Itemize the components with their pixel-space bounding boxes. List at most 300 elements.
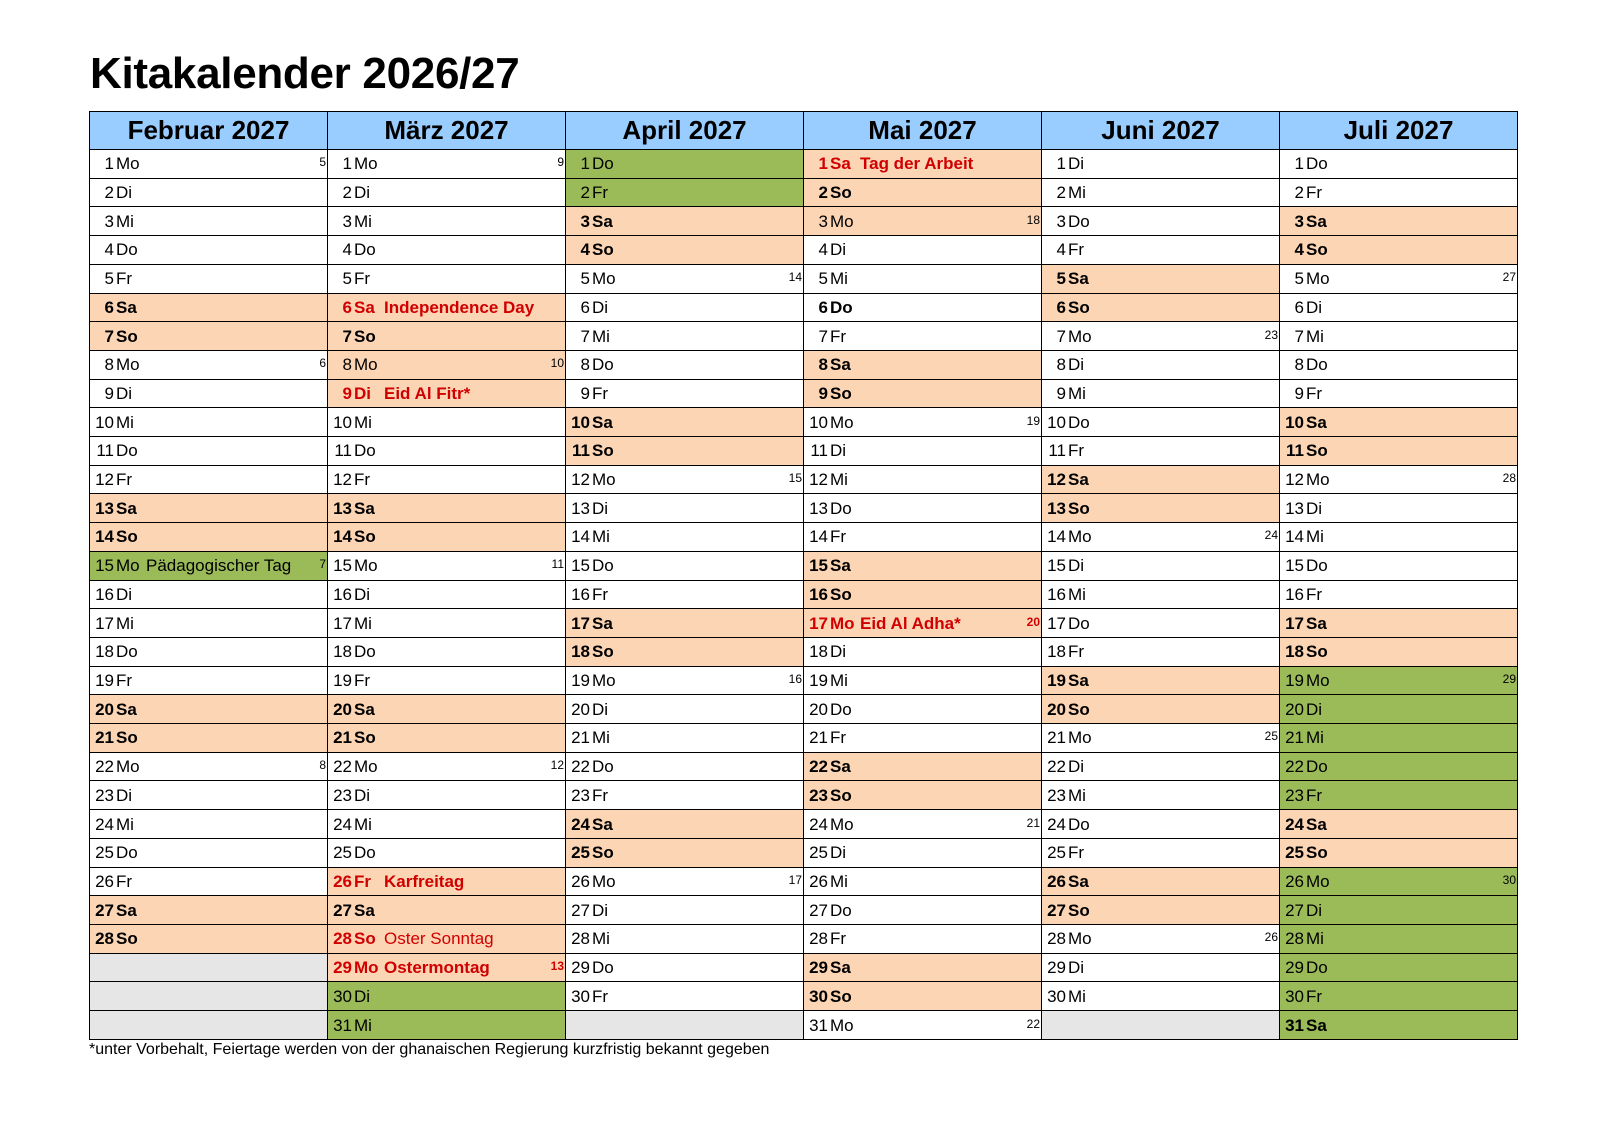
day-entry [1280,696,1517,723]
weekday-label: Mo [1306,269,1330,289]
table-row [90,322,1518,351]
day-entry [1280,495,1517,522]
table-row [90,637,1518,666]
weekday-label: So [830,584,852,604]
day-entry [1042,150,1279,177]
day-entry [1042,610,1279,637]
day-entry [328,466,565,493]
month-header-row [90,112,1518,150]
day-entry [90,409,327,436]
day-number: 3 [580,211,590,231]
day-number: 29 [1285,958,1304,978]
weekday-label: Fr [1306,183,1323,203]
day-number: 15 [1047,556,1066,576]
day-number: 6 [818,297,828,317]
day-cell [328,924,566,953]
day-entry [1042,236,1279,263]
weekday-label: Di [1306,297,1323,317]
weekday-label: Di [1068,154,1085,174]
day-note: Eid Al Fitr* [384,383,471,403]
day-entry [804,868,1041,895]
weekday-label: Mo [1306,470,1330,490]
table-row [90,551,1518,580]
weekday-label: Mi [592,929,610,949]
day-number: 21 [571,728,590,748]
day-number: 12 [95,470,114,490]
day-cell [328,408,566,437]
day-number: 1 [580,154,590,174]
weekday-label: Fr [592,183,609,203]
day-entry [1042,208,1279,235]
day-cell [804,494,1042,523]
day-cell [1280,695,1518,724]
weekday-label: Do [592,757,614,777]
weekday-label: Mi [592,326,610,346]
day-number: 9 [1294,383,1304,403]
day-cell [566,637,804,666]
day-cell [328,781,566,810]
day-number: 9 [580,383,590,403]
table-row [90,293,1518,322]
weekday-label: Do [830,699,852,719]
weekday-label: Fr [1068,843,1085,863]
weekday-label: So [354,527,376,547]
weekday-label: Mo [830,814,854,834]
day-note: Eid Al Adha* [860,613,961,633]
weekday-label: Do [116,441,138,461]
day-cell [1042,150,1280,179]
day-number: 21 [1047,728,1066,748]
calendar-body [90,150,1518,1040]
day-number: 25 [809,843,828,863]
weekday-label: Sa [1306,412,1327,432]
day-number: 16 [1285,584,1304,604]
day-entry [328,437,565,464]
weekday-label: Di [592,900,609,920]
day-entry [328,983,565,1010]
weekday-label: So [1306,441,1328,461]
day-cell [1042,264,1280,293]
day-number: 9 [342,383,352,403]
weekday-label: Fr [592,986,609,1006]
table-row [90,465,1518,494]
weekday-label: So [830,183,852,203]
weekday-label: Mo [830,211,854,231]
month-header: Mai 2027 [804,112,1042,150]
weekday-label: Sa [830,355,851,375]
weekday-label: Do [1068,412,1090,432]
day-cell [1280,408,1518,437]
day-entry [804,782,1041,809]
day-number: 25 [333,843,352,863]
day-entry [328,839,565,866]
day-entry [328,610,565,637]
weekday-label: Fr [830,728,847,748]
day-number: 4 [818,240,828,260]
day-cell [90,551,328,580]
day-cell [328,150,566,179]
day-cell [566,465,804,494]
weekday-label: Mo [354,556,378,576]
weekday-label: Do [1306,154,1328,174]
day-number: 20 [333,699,352,719]
day-number: 6 [1056,297,1066,317]
day-entry [328,150,565,177]
day-number: 28 [1047,929,1066,949]
day-entry [90,897,327,924]
weekday-label: Mi [354,412,372,432]
weekday-label: So [116,326,138,346]
weekday-label: Mi [116,211,134,231]
day-entry [566,523,803,550]
day-cell [566,551,804,580]
weekday-label: Do [354,642,376,662]
day-entry [804,179,1041,206]
weekday-label: Do [830,498,852,518]
weekday-label: So [354,929,376,949]
weekday-label: Fr [116,671,133,690]
day-entry [804,667,1041,694]
day-entry [566,380,803,407]
day-number: 16 [1047,584,1066,604]
week-number: 29 [1502,672,1516,686]
weekday-label: Sa [830,154,851,174]
week-number: 17 [788,872,802,887]
weekday-label: Fr [830,929,847,949]
day-cell [1280,896,1518,925]
day-number: 11 [334,441,352,461]
day-entry [90,323,327,350]
day-cell [1042,322,1280,351]
day-cell [1280,724,1518,753]
day-number: 20 [571,699,590,719]
weekday-label: Sa [354,498,375,518]
day-entry [566,610,803,637]
day-entry [1042,466,1279,493]
weekday-label: Sa [830,757,851,777]
weekday-label: Mo [830,613,855,633]
weekday-label: Di [116,183,133,203]
day-number: 29 [1047,958,1066,978]
day-number: 3 [342,211,352,231]
day-number: 1 [1294,154,1304,174]
day-cell [328,350,566,379]
day-entry [1280,437,1517,464]
day-cell [90,264,328,293]
day-number: 22 [333,757,352,777]
weekday-label: Sa [830,556,851,576]
day-cell [804,752,1042,781]
weekday-label: So [1306,843,1328,863]
weekday-label: Do [354,441,376,461]
day-number: 29 [571,958,590,978]
day-entry [1280,897,1517,924]
weekday-label: Do [830,900,852,920]
day-entry [328,208,565,235]
day-cell [1280,551,1518,580]
week-number: 5 [319,155,326,170]
day-cell [90,752,328,781]
day-number: 27 [95,900,114,920]
day-entry [328,523,565,550]
day-cell [1042,752,1280,781]
empty-day-cell [90,982,328,1011]
week-number: 30 [1502,872,1516,887]
day-cell [90,810,328,839]
day-number: 10 [571,412,590,432]
day-entry [804,523,1041,550]
day-entry [804,265,1041,292]
day-number: 7 [818,326,828,346]
day-cell [1042,924,1280,953]
weekday-label: Fr [592,584,609,604]
table-row [90,379,1518,408]
weekday-label: Sa [592,412,613,432]
day-number: 7 [104,326,114,346]
day-cell [566,437,804,466]
weekday-label: Mi [830,871,848,891]
day-number: 10 [1285,412,1304,432]
day-entry [90,294,327,321]
weekday-label: Mi [1306,326,1324,346]
week-number: 24 [1264,528,1278,543]
month-header: April 2027 [566,112,804,150]
day-cell [804,437,1042,466]
table-row [90,1011,1518,1040]
day-number: 13 [571,498,590,518]
day-number: 24 [809,814,828,834]
day-number: 15 [571,556,590,576]
day-number: 26 [809,871,828,891]
weekday-label: Mo [830,412,854,432]
day-entry [1042,753,1279,780]
day-entry [1042,782,1279,809]
table-row [90,178,1518,207]
day-entry [566,466,803,493]
day-number: 8 [818,355,828,375]
day-entry [1280,667,1517,694]
weekday-label: Do [592,355,614,375]
weekday-label: So [116,728,138,748]
day-number: 21 [1285,728,1304,748]
weekday-label: Fr [1306,584,1323,604]
day-number: 17 [333,613,352,633]
day-cell [328,379,566,408]
weekday-label: Di [354,584,371,604]
day-cell [328,982,566,1011]
day-cell [1280,609,1518,638]
day-entry [1280,868,1517,895]
weekday-label: Di [354,383,371,403]
day-cell [328,810,566,839]
day-entry [804,983,1041,1010]
day-entry [90,495,327,522]
day-cell [1280,379,1518,408]
day-entry [804,236,1041,263]
day-cell [804,408,1042,437]
day-cell [328,207,566,236]
day-number: 29 [333,958,352,978]
day-number: 1 [1056,154,1066,174]
day-number: 31 [809,1015,828,1035]
day-number: 15 [809,556,828,576]
day-cell [566,580,804,609]
week-number: 23 [1264,327,1278,342]
day-cell [1280,982,1518,1011]
day-cell [328,867,566,896]
day-cell [804,982,1042,1011]
day-entry [1280,753,1517,780]
day-number: 4 [342,240,352,260]
day-cell [804,609,1042,638]
weekday-label: Fr [592,785,609,805]
day-number: 26 [1285,871,1304,891]
day-entry [566,753,803,780]
weekday-label: Sa [116,900,137,920]
day-cell [566,666,804,695]
day-cell [804,838,1042,867]
day-number: 19 [571,671,590,690]
table-row [90,350,1518,379]
day-cell [90,580,328,609]
day-number: 23 [95,785,114,805]
day-number: 27 [571,900,590,920]
day-cell [804,896,1042,925]
day-entry [804,839,1041,866]
day-entry [328,897,565,924]
day-cell [90,379,328,408]
day-number: 3 [104,211,114,231]
day-number: 5 [1294,269,1304,289]
day-number: 17 [95,613,114,633]
weekday-label: So [830,986,852,1006]
day-entry [566,724,803,751]
day-entry [90,466,327,493]
weekday-label: Fr [354,671,371,690]
day-cell [328,465,566,494]
day-entry [90,351,327,378]
day-cell [90,695,328,724]
day-cell [1280,264,1518,293]
weekday-label: Do [1068,211,1090,231]
day-cell [328,896,566,925]
table-row [90,523,1518,552]
day-number: 12 [571,470,590,490]
day-number: 30 [333,986,352,1006]
day-number: 27 [1285,900,1304,920]
day-cell [328,838,566,867]
day-cell [1280,523,1518,552]
day-entry [566,179,803,206]
weekday-label: Di [592,699,609,719]
day-number: 12 [1285,470,1304,490]
day-cell [566,379,804,408]
day-number: 28 [571,929,590,949]
day-number: 7 [580,326,590,346]
day-cell [90,637,328,666]
weekday-label: Di [116,383,133,403]
day-entry [804,610,1041,637]
weekday-label: Mi [1306,728,1324,748]
day-cell [90,236,328,265]
day-entry [328,667,565,694]
day-number: 5 [1056,269,1066,289]
footnote: *unter Vorbehalt, Feiertage werden von der ghanaischen Regierung kurzfristig bekannt gegeben [89,1041,770,1058]
day-number: 2 [104,183,114,203]
day-entry [1280,523,1517,550]
day-entry [328,954,565,981]
day-entry [566,581,803,608]
weekday-label: So [592,642,614,662]
day-number: 28 [809,929,828,949]
day-cell [566,953,804,982]
day-cell [804,953,1042,982]
week-number: 8 [319,758,326,773]
day-entry [328,552,565,579]
weekday-label: Fr [354,470,371,490]
weekday-label: Mi [1068,383,1086,403]
table-row [90,752,1518,781]
weekday-label: Mo [116,355,140,375]
weekday-label: Sa [1068,871,1089,891]
weekday-label: Fr [1306,785,1323,805]
weekday-label: So [1306,642,1328,662]
day-number: 9 [818,383,828,403]
weekday-label: Do [592,154,614,174]
day-cell [566,236,804,265]
weekday-label: Mi [830,470,848,490]
day-number: 6 [1294,297,1304,317]
day-entry [328,265,565,292]
day-number: 17 [571,613,590,633]
weekday-label: Sa [354,900,375,920]
day-number: 13 [333,498,352,518]
weekday-label: Mi [592,527,610,547]
day-number: 4 [1294,240,1304,260]
weekday-label: Di [1068,355,1085,375]
day-number: 27 [809,900,828,920]
day-number: 27 [1047,900,1066,920]
day-number: 7 [342,326,352,346]
weekday-label: Sa [1068,269,1089,289]
table-row [90,666,1518,695]
table-row [90,724,1518,753]
day-cell [328,236,566,265]
day-cell [1042,580,1280,609]
weekday-label: Sa [1306,613,1327,633]
month-header: März 2027 [328,112,566,150]
day-entry [1042,811,1279,838]
day-entry [1280,610,1517,637]
day-entry [804,323,1041,350]
day-cell [90,867,328,896]
weekday-label: Mo [116,154,140,174]
day-number: 18 [1047,642,1066,662]
weekday-label: Mi [116,412,134,432]
day-cell [1042,408,1280,437]
day-entry [1042,380,1279,407]
day-entry [328,409,565,436]
day-cell [1042,293,1280,322]
day-entry [90,265,327,292]
week-number: 11 [551,557,564,572]
table-row [90,408,1518,437]
day-cell [1280,437,1518,466]
day-cell [566,752,804,781]
day-cell [566,350,804,379]
day-cell [90,207,328,236]
day-cell [1042,465,1280,494]
